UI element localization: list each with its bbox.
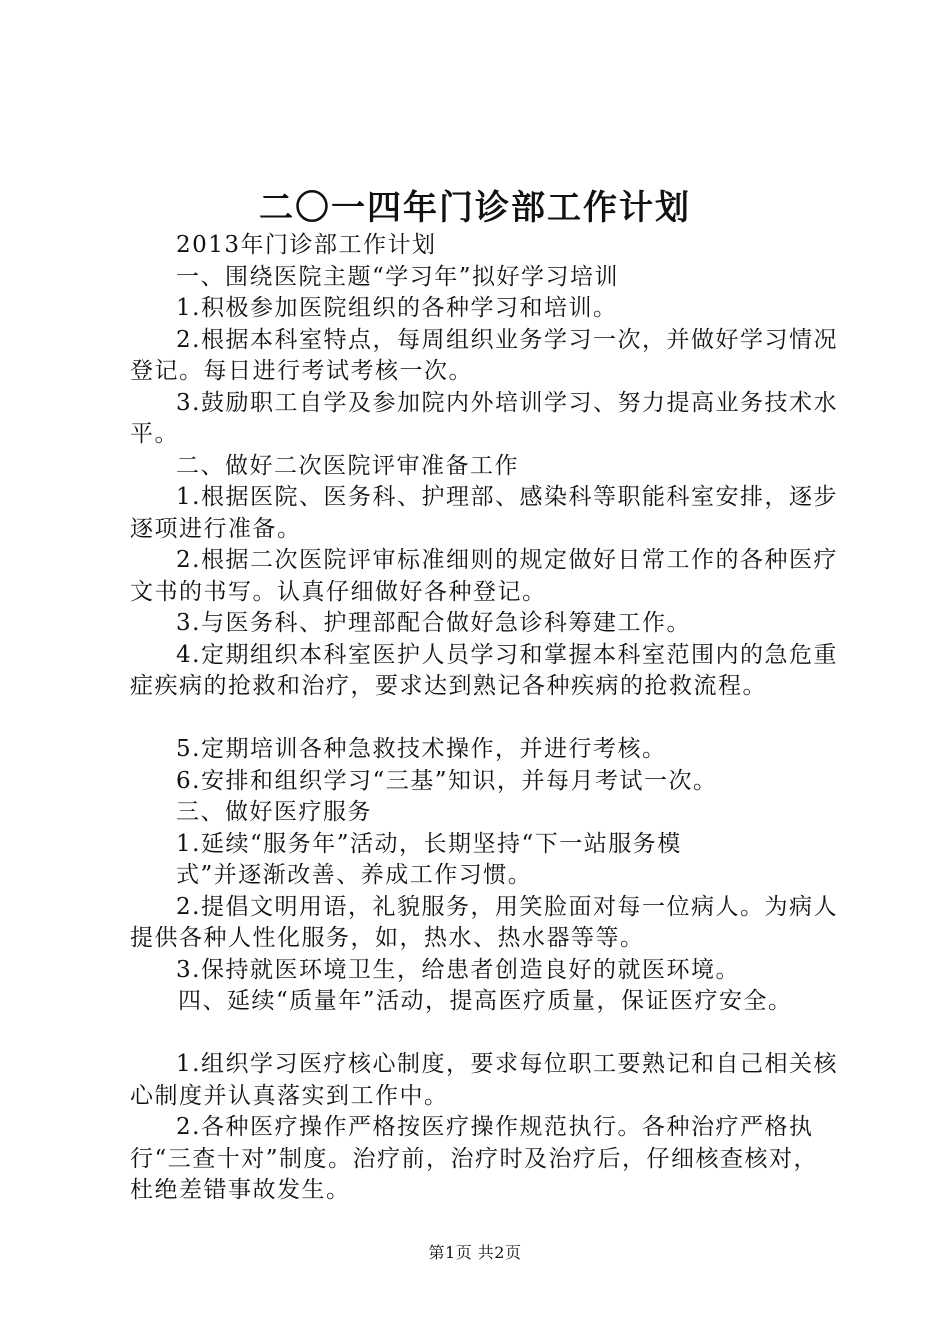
document-title: 二〇一四年门诊部工作计划 [259, 188, 691, 228]
paragraph-4-1: 1.组织学习医疗核心制度，要求每位职工要熟记和自己相关核心制度并认真落实到工作中。 [130, 1051, 838, 1109]
paragraph-2-6: 6.安排和组织学习“三基”知识，并每月考试一次。 [176, 767, 718, 794]
paragraph-2-1: 1.根据医院、医务科、护理部、感染科等职能科室安排，逐步逐项进行准备。 [130, 484, 838, 542]
paragraph-1-2: 2.根据本科室特点，每周组织业务学习一次，并做好学习情况登记。每日进行考试考核一次。 [130, 326, 838, 384]
paragraph-3-2: 2.提倡文明用语，礼貌服务，用笑脸面对每一位病人。为病人提供各种人性化服务，如，热水、热水器等等。 [130, 893, 838, 951]
document-body [130, 230, 842, 1207]
paragraph-2-3: 3.与医务科、护理部配合做好急诊科筹建工作。 [176, 610, 691, 636]
paragraph-2-5: 5.定期培训各种急救技术操作，并进行考核。 [176, 736, 667, 762]
paragraph-4-2: 2.各种医疗操作严格按医疗操作规范执行。各种治疗严格执行“三查十对”制度。治疗前，治疗时及治疗后，仔细核查核对，杜绝差错事故发生。 [130, 1114, 819, 1203]
paragraph-1-3: 3.鼓励职工自学及参加院内外培训学习、努力提高业务技术水平。 [130, 389, 838, 447]
paragraph-3-1-cont: 式”并逐渐改善、养成工作习惯。 [176, 862, 533, 888]
blank-line [130, 703, 842, 735]
paragraph-3-1: 1.延续“服务年”活动，长期坚持“下一站服务模 [176, 830, 682, 857]
section-heading-4: 四、延续“质量年”活动，提高医疗质量，保证医疗安全。 [178, 988, 793, 1014]
page-number-footer: 第1页 共2页 [428, 1243, 522, 1262]
paragraph-2-4: 4.定期组织本科室医护人员学习和掌握本科室范围内的急危重症疾病的抢救和治疗，要求达到熟记各种疾病的抢救流程。 [130, 641, 838, 699]
document-subtitle: 2013年门诊部工作计划 [176, 232, 437, 258]
blank-line [130, 1018, 842, 1050]
paragraph-2-2: 2.根据二次医院评审标准细则的规定做好日常工作的各种医疗文书的书写。认真仔细做好各种登记。 [130, 547, 838, 605]
paragraph-3-3: 3.保持就医环境卫生，给患者创造良好的就医环境。 [176, 956, 740, 983]
paragraph-1-1: 1.积极参加医院组织的各种学习和培训。 [176, 295, 618, 321]
section-heading-3: 三、做好医疗服务 [176, 799, 372, 825]
section-heading-2: 二、做好二次医院评审准备工作 [176, 452, 519, 479]
section-heading-1: 一、围绕医院主题“学习年”拟好学习培训 [176, 263, 620, 290]
